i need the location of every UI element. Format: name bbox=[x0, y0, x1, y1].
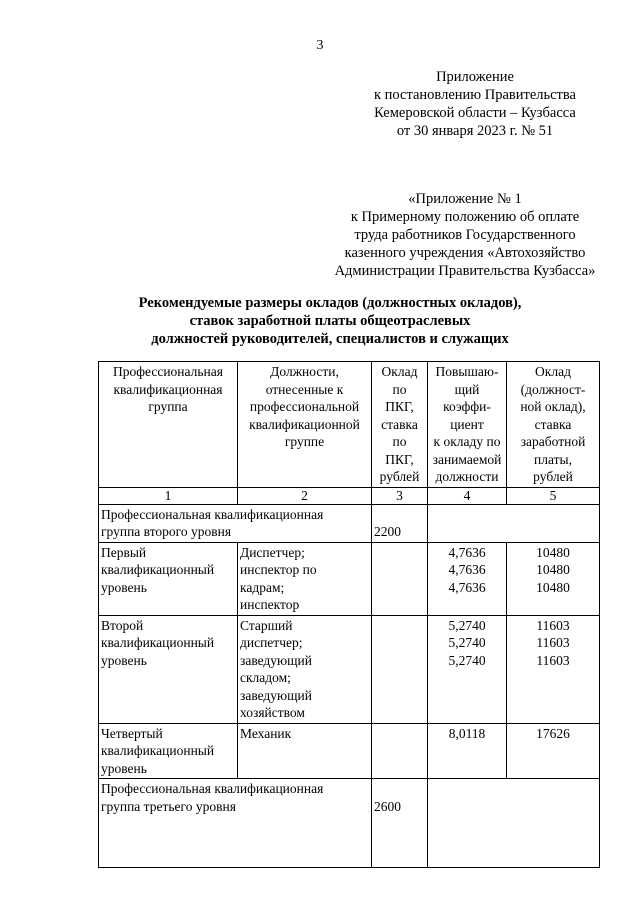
group-base-salary: 2600 bbox=[372, 779, 428, 868]
header-base-salary bbox=[372, 362, 428, 488]
group-label-line: группа второго уровня bbox=[101, 524, 232, 539]
header-text: отнесенные к bbox=[265, 381, 344, 397]
level-cell bbox=[99, 723, 238, 779]
salary-value: 10480 bbox=[536, 562, 570, 577]
header-text: квалификационной bbox=[249, 416, 360, 432]
appendix-header-line: к постановлению Правительства bbox=[374, 87, 576, 103]
level-cell bbox=[99, 542, 238, 615]
header-text: по bbox=[392, 381, 407, 397]
table-row bbox=[99, 542, 600, 615]
header-salary bbox=[507, 362, 600, 488]
position-text: диспетчер; bbox=[240, 635, 303, 650]
header-text: ПКГ, bbox=[385, 399, 414, 414]
salary-value: 10480 bbox=[536, 579, 570, 595]
group-base-salary: 2200 bbox=[372, 504, 428, 542]
position-text: инспектор bbox=[240, 597, 300, 612]
level-text: Четвертый bbox=[101, 725, 163, 741]
coefficient-cell bbox=[428, 615, 507, 723]
header-text: рублей bbox=[533, 469, 573, 484]
header-text: ПКГ, bbox=[385, 451, 414, 467]
salary-table bbox=[98, 361, 600, 868]
header-text: щий bbox=[454, 381, 480, 397]
table-row bbox=[99, 723, 600, 779]
empty-cell bbox=[372, 615, 428, 723]
empty-cell bbox=[428, 504, 600, 542]
empty-cell bbox=[372, 723, 428, 779]
header-coefficient bbox=[428, 362, 507, 488]
appendix-ref-line: к Примерному положению об оплате bbox=[350, 209, 580, 225]
header-text: группе bbox=[284, 434, 325, 449]
position-text: инспектор по bbox=[240, 562, 317, 577]
position-text: Диспетчер; bbox=[240, 544, 305, 560]
header-text: ставка bbox=[534, 416, 572, 432]
header-text: должности bbox=[435, 469, 499, 484]
appendix-reference bbox=[300, 190, 630, 280]
salary-cell bbox=[507, 615, 600, 723]
column-number: 5 bbox=[507, 487, 600, 504]
empty-cell bbox=[372, 542, 428, 615]
header-text: Оклад bbox=[381, 364, 418, 379]
coefficient-value: 4,7636 bbox=[448, 562, 486, 577]
appendix-header-line: Кемеровской области – Кузбасса bbox=[374, 105, 576, 121]
salary-value: 11603 bbox=[536, 652, 570, 668]
coefficient-value: 4,7636 bbox=[448, 544, 486, 560]
appendix-header-line: Приложение bbox=[436, 69, 514, 85]
coefficient-cell bbox=[428, 542, 507, 615]
salary-value: 11603 bbox=[536, 617, 570, 633]
header-text: Повышаю- bbox=[435, 364, 499, 379]
coefficient-value: 5,2740 bbox=[448, 635, 486, 650]
page-number: 3 bbox=[316, 38, 324, 53]
group-label-line: Профессиональная квалификационная bbox=[101, 506, 324, 522]
title-line: ставок заработной платы общеотраслевых bbox=[189, 313, 471, 329]
coefficient-value: 5,2740 bbox=[448, 652, 486, 668]
level-text: квалификационный bbox=[101, 562, 215, 577]
header-text: по bbox=[392, 434, 407, 449]
positions-cell bbox=[238, 542, 372, 615]
header-text: Профессиональная bbox=[113, 364, 223, 379]
level-text: уровень bbox=[101, 579, 147, 595]
level-text: уровень bbox=[101, 652, 147, 668]
document-title bbox=[80, 294, 580, 348]
coefficient-value: 5,2740 bbox=[448, 617, 486, 633]
appendix-ref-line: казенного учреждения «Автохозяйство bbox=[344, 245, 586, 261]
header-text: к окладу по bbox=[433, 434, 501, 449]
column-number: 3 bbox=[372, 487, 428, 504]
header-text: коэффи- bbox=[443, 399, 491, 414]
header-text: Оклад bbox=[535, 364, 571, 379]
table-header-row bbox=[99, 362, 600, 488]
header-text: циент bbox=[450, 416, 484, 432]
position-text: заведующий bbox=[240, 652, 312, 668]
header-text: платы, bbox=[534, 451, 572, 467]
position-text: хозяйством bbox=[240, 705, 305, 720]
position-text: заведующий bbox=[240, 687, 312, 703]
level-text: квалификационный bbox=[101, 635, 215, 650]
header-text: квалификационная bbox=[113, 381, 223, 397]
header-text: ной оклад), bbox=[520, 399, 586, 414]
header-text: Должности, bbox=[270, 364, 339, 379]
appendix-ref-line: Администрации Правительства Кузбасса» bbox=[334, 263, 596, 279]
appendix-header-line: от 30 января 2023 г. № 51 bbox=[396, 123, 554, 139]
group-label bbox=[99, 779, 372, 868]
column-number: 4 bbox=[428, 487, 507, 504]
group-row bbox=[99, 504, 600, 542]
positions-cell bbox=[238, 615, 372, 723]
column-number-row bbox=[99, 487, 600, 504]
position-text: Старший bbox=[240, 617, 293, 633]
appendix-header bbox=[330, 68, 620, 140]
column-number: 2 bbox=[238, 487, 372, 504]
level-text: Второй bbox=[101, 617, 144, 633]
header-text: занимаемой bbox=[432, 451, 502, 467]
column-number: 1 bbox=[99, 487, 238, 504]
salary-cell bbox=[507, 723, 600, 779]
group-label-line: группа третьего уровня bbox=[101, 798, 236, 814]
group-label bbox=[99, 504, 372, 542]
header-group bbox=[99, 362, 238, 488]
position-text: Механик bbox=[240, 725, 292, 741]
header-text: рублей bbox=[379, 469, 420, 484]
salary-value: 17626 bbox=[536, 725, 570, 741]
group-label-line: Профессиональная квалификационная bbox=[101, 781, 324, 796]
salary-value: 10480 bbox=[536, 544, 570, 560]
group-row bbox=[99, 779, 600, 868]
title-line: Рекомендуемые размеры окладов (должностных окладов), bbox=[138, 295, 522, 311]
position-text: складом; bbox=[240, 670, 291, 685]
table-row bbox=[99, 615, 600, 723]
empty-cell bbox=[428, 779, 600, 868]
coefficient-cell bbox=[428, 723, 507, 779]
header-text: ставка bbox=[381, 416, 418, 432]
appendix-ref-line: труда работников Государственного bbox=[354, 227, 576, 243]
header-text: группа bbox=[148, 399, 188, 414]
coefficient-value: 4,7636 bbox=[448, 579, 486, 595]
salary-value: 11603 bbox=[536, 635, 570, 650]
title-line: должностей руководителей, специалистов и служащих bbox=[151, 331, 509, 347]
level-text: Первый bbox=[101, 544, 147, 560]
coefficient-value: 8,0118 bbox=[448, 725, 486, 741]
header-positions bbox=[238, 362, 372, 488]
appendix-ref-line: «Приложение № 1 bbox=[408, 191, 522, 207]
level-text: квалификационный bbox=[101, 743, 215, 758]
header-text: профессиональной bbox=[249, 399, 360, 414]
positions-cell bbox=[238, 723, 372, 779]
position-text: кадрам; bbox=[240, 579, 285, 595]
header-text: (должност- bbox=[520, 381, 586, 397]
header-text: заработной bbox=[520, 434, 586, 449]
salary-cell bbox=[507, 542, 600, 615]
level-text: уровень bbox=[101, 760, 147, 776]
level-cell bbox=[99, 615, 238, 723]
